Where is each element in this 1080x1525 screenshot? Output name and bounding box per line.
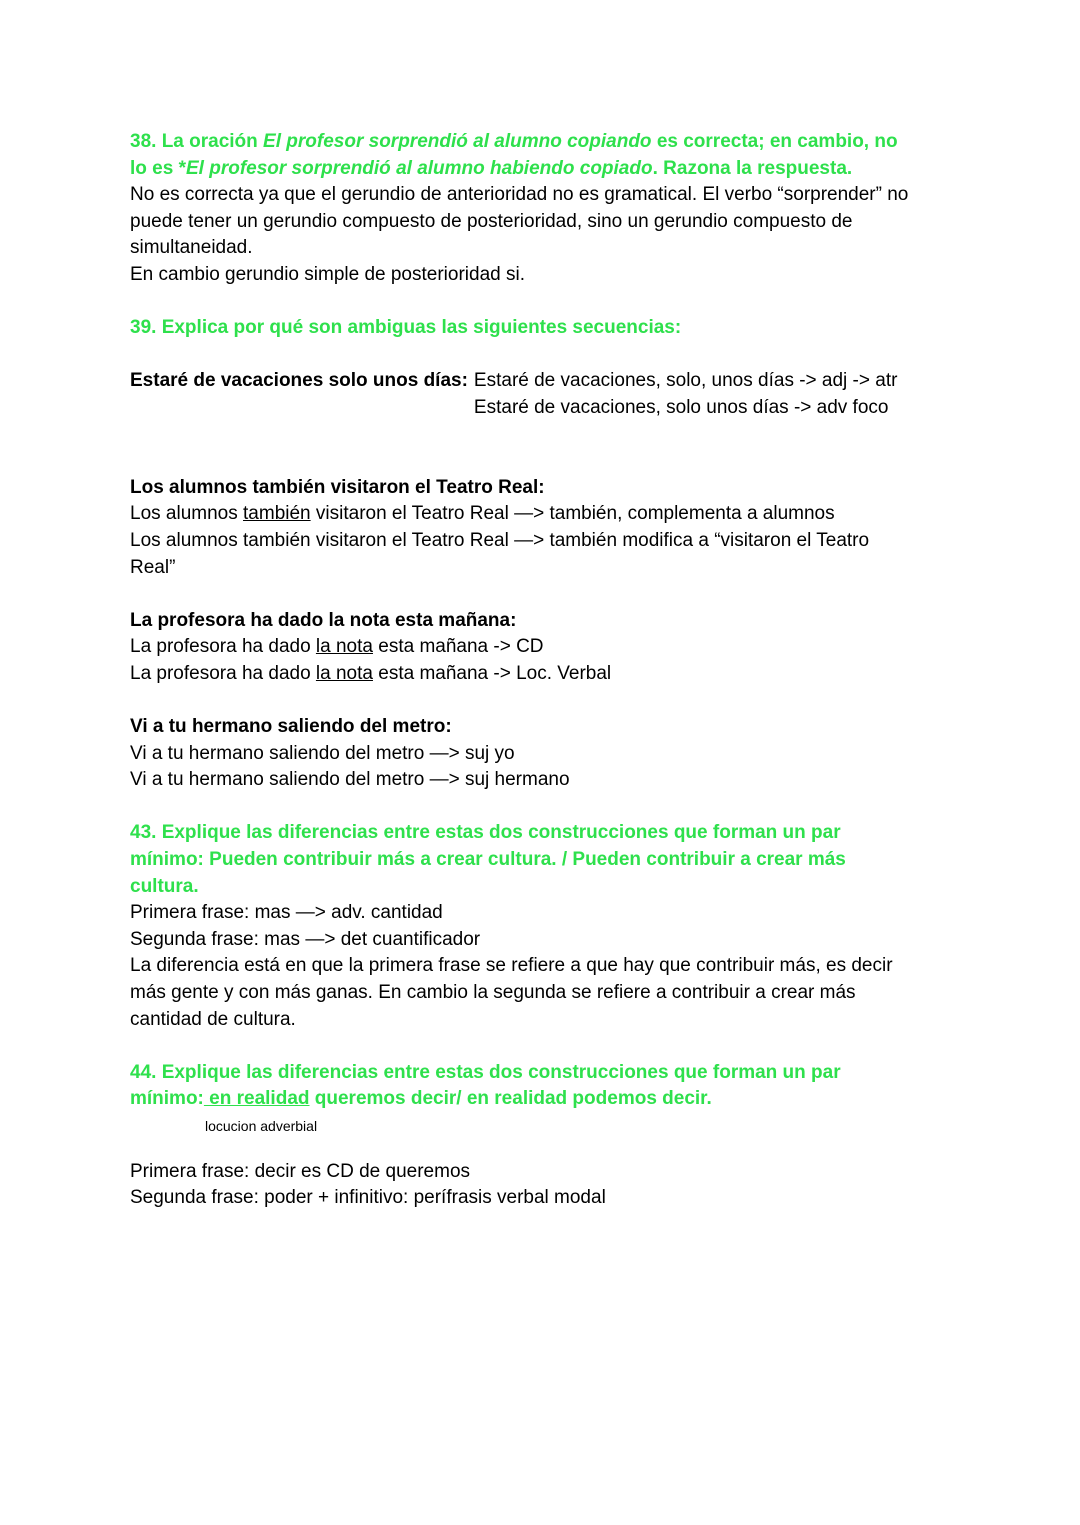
analysis-line: Vi a tu hermano saliendo del metro —> suj hermano xyxy=(130,769,570,791)
blank-line xyxy=(130,581,962,608)
analysis-line xyxy=(130,634,962,661)
question-38-answer-line: puede tener un gerundio compuesto de posterioridad, sino un gerundio compuesto de xyxy=(130,210,853,232)
blank-line xyxy=(130,342,962,369)
analysis-text: visitaron el Teatro Real —> también, complementa a alumnos xyxy=(310,503,835,525)
heading-italic-example: El profesor sorprendió al alumno copiando xyxy=(263,131,652,152)
analysis-line: Estaré de vacaciones, solo, unos días -> adj -> atr xyxy=(473,370,898,392)
analysis-text: La profesora ha dado xyxy=(130,636,316,658)
example-heading: Los alumnos también visitaron el Teatro Real: xyxy=(130,476,545,498)
analysis-line: Vi a tu hermano saliendo del metro —> suj yo xyxy=(130,742,515,764)
example-label: Estaré de vacaciones solo unos días: xyxy=(130,370,468,392)
analysis-line xyxy=(130,501,962,528)
document-content xyxy=(130,129,962,1212)
blank-line xyxy=(130,289,962,316)
ambiguity-example-hermano xyxy=(130,714,962,794)
question-38-answer-line: En cambio gerundio simple de posterioridad si. xyxy=(130,263,525,285)
question-38-answer-line: No es correcta ya que el gerundio de anterioridad no es gramatical. El verbo “sorprender” no xyxy=(130,184,909,206)
analysis-text: La profesora ha dado xyxy=(130,662,316,684)
question-38-answer-line: simultaneidad. xyxy=(130,237,253,259)
analysis-text: esta mañana -> Loc. Verbal xyxy=(372,662,612,684)
question-44-heading-line-1: 44. Explique las diferencias entre estas dos construcciones que forman un par xyxy=(130,1061,841,1083)
question-43-heading-line: 43. Explique las diferencias entre estas dos construcciones que forman un par xyxy=(130,822,841,844)
question-43-answer-line: La diferencia está en que la primera frase se refiere a que hay que contribuir más, es decir xyxy=(130,955,893,977)
question-43-heading-line: cultura. xyxy=(130,875,199,897)
question-39-section xyxy=(130,315,962,794)
ambiguity-example-alumnos xyxy=(130,475,962,581)
blank-lines xyxy=(130,422,962,475)
question-43-section xyxy=(130,820,962,1033)
heading-text: 38. La oración xyxy=(130,131,264,152)
analysis-line xyxy=(130,661,962,688)
question-43-answer-line: cantidad de cultura. xyxy=(130,1008,296,1030)
underlined-phrase: la nota xyxy=(315,636,373,658)
underlined-word: también xyxy=(243,503,311,525)
analysis-text: esta mañana -> CD xyxy=(372,636,544,658)
underlined-phrase: en realidad xyxy=(203,1088,310,1110)
example-analyses xyxy=(474,368,898,421)
analysis-text: Los alumnos xyxy=(130,503,244,525)
question-44-answer-line: Segunda frase: poder + infinitivo: perífrasis verbal modal xyxy=(130,1187,606,1209)
blank-line xyxy=(130,794,962,821)
blank-line xyxy=(130,1033,962,1060)
analysis-line: Los alumnos también visitaron el Teatro Real —> también modifica a “visitaron el Teatro xyxy=(130,529,870,551)
question-38-heading-line-2 xyxy=(130,156,962,183)
question-38-section xyxy=(130,129,962,289)
heading-text: es correcta; en cambio, no xyxy=(651,131,898,152)
question-39-heading: 39. Explica por qué son ambiguas las siguientes secuencias: xyxy=(130,317,682,339)
heading-text: queremos decir/ en realidad podemos decir. xyxy=(309,1088,712,1110)
blank-line xyxy=(130,687,962,714)
blank-gap xyxy=(130,1140,962,1159)
question-43-answer-line: más gente y con más ganas. En cambio la segunda se refiere a contribuir a crear más xyxy=(130,982,856,1003)
analysis-line: Estaré de vacaciones, solo unos días -> adv foco xyxy=(473,396,889,418)
question-43-answer-line: Primera frase: mas —> adv. cantidad xyxy=(130,902,443,924)
question-43-answer-line: Segunda frase: mas —> det cuantificador xyxy=(130,928,481,950)
underlined-phrase: la nota xyxy=(315,662,373,684)
heading-text: mínimo: xyxy=(130,1088,204,1110)
heading-text: lo es * xyxy=(130,157,186,179)
question-44-section xyxy=(130,1060,962,1212)
example-heading: Vi a tu hermano saliendo del metro: xyxy=(130,716,452,738)
heading-text: . Razona la respuesta. xyxy=(652,157,853,179)
annotation-note: locucion adverbial xyxy=(205,1117,318,1134)
question-38-heading-line-1 xyxy=(130,129,962,156)
ambiguity-example-profesora xyxy=(130,608,962,688)
question-44-heading-line-2 xyxy=(130,1086,962,1113)
heading-italic-example: El profesor sorprendió al alumno habiendo copiado xyxy=(185,157,653,179)
analysis-line: Real” xyxy=(130,556,176,578)
example-heading: La profesora ha dado la nota esta mañana: xyxy=(130,609,517,631)
question-44-answer-line: Primera frase: decir es CD de queremos xyxy=(130,1160,471,1182)
ambiguity-example-estare xyxy=(130,368,962,421)
question-43-heading-line: mínimo: Pueden contribuir más a crear cultura. / Pueden contribuir a crear más xyxy=(130,849,846,871)
